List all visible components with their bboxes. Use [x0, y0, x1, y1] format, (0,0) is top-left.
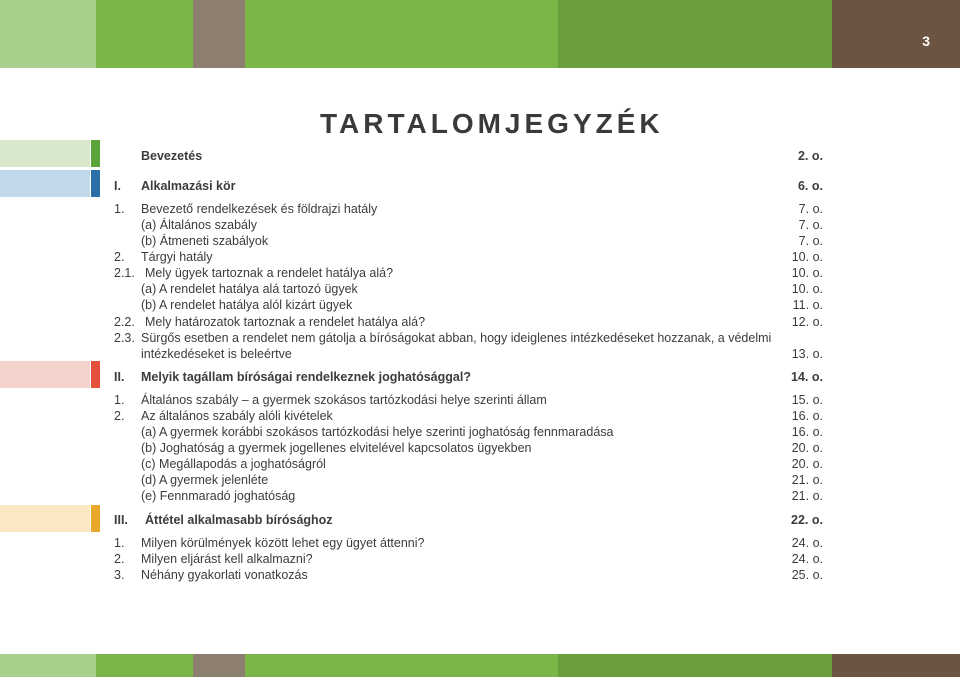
band-segment: [96, 0, 193, 68]
toc-entry-title: Melyik tagállam bíróságai rendelkeznek joghatósággal?: [141, 370, 471, 384]
toc-entry-title: Mely ügyek tartoznak a rendelet hatálya alá?: [145, 266, 394, 280]
toc-entry-number: II.: [114, 370, 125, 384]
page-number: 3: [922, 33, 930, 49]
band-segment: [193, 654, 245, 677]
band-segment: [0, 0, 96, 68]
toc-entry-title: Alkalmazási kör: [141, 179, 236, 193]
toc-entry-page: 10. o.: [791, 282, 823, 296]
bottom-color-band: [0, 654, 960, 677]
band-segment: [558, 654, 832, 677]
toc-entry-title: Általános szabály – a gyermek szokásos tartózkodási helye szerinti állam: [141, 393, 547, 407]
band-segment: [96, 654, 193, 677]
band-segment: [245, 654, 558, 677]
toc-entry-title: (b) Joghatóság a gyermek jogellenes elvitelével kapcsolatos ügyekben: [141, 441, 532, 455]
toc-entry-title: (d) A gyermek jelenléte: [141, 473, 269, 487]
toc-entry-page: 15. o.: [791, 393, 823, 407]
toc-entry-number: I.: [114, 179, 121, 193]
band-segment: [0, 654, 96, 677]
toc-entry-page: 7. o.: [798, 234, 823, 248]
toc-entry-title: Az általános szabály alóli kivételek: [141, 409, 333, 423]
toc-entry-number: 2.: [114, 552, 125, 566]
toc-entry-title: Milyen eljárást kell alkalmazni?: [141, 552, 313, 566]
toc-entry-page: 16. o.: [791, 409, 823, 423]
toc-entry-number: 1.: [114, 393, 125, 407]
toc-entry-page: 2. o.: [797, 149, 823, 163]
toc-entry-number: 2.: [114, 250, 125, 264]
toc-entry-page: 20. o.: [791, 457, 823, 471]
toc-entry-title: (b) A rendelet hatálya alól kizárt ügyek: [141, 298, 353, 312]
top-color-band: [0, 0, 960, 68]
band-segment: [832, 0, 960, 68]
toc-entry-page: 16. o.: [791, 425, 823, 439]
band-segment: [193, 0, 245, 68]
page-title: TARTALOMJEGYZÉK: [320, 108, 664, 139]
band-segment: [832, 654, 960, 677]
toc-entry-page: 24. o.: [791, 552, 823, 566]
toc-entry-page: 6. o.: [797, 179, 823, 193]
toc-entry-title: (a) A gyermek korábbi szokásos tartózkodási helye szerinti joghatóság fennmaradása: [141, 425, 614, 439]
band-segment: [558, 0, 832, 68]
toc-entry-title: (c) Megállapodás a joghatóságról: [141, 457, 326, 471]
toc-entry-title: Áttétel alkalmasabb bírósághoz: [145, 513, 333, 527]
toc-entry-number: 1.: [114, 536, 125, 550]
toc-entry-title: Mely határozatok tartoznak a rendelet hatálya alá?: [145, 315, 426, 329]
toc-entry-title: (b) Átmeneti szabályok: [141, 234, 269, 248]
toc-entry-title: Tárgyi hatály: [141, 250, 213, 264]
toc-entry-page: 20. o.: [791, 441, 823, 455]
toc-entry-title: (a) A rendelet hatálya alá tartozó ügyek: [141, 282, 358, 296]
toc-entry-number: 1.: [114, 202, 125, 216]
toc-entry-number: III.: [114, 513, 128, 527]
toc-entry-page: 21. o.: [791, 489, 823, 503]
toc-entry-number: 3.: [114, 568, 125, 582]
toc-entry-title: Bevezetés: [141, 149, 203, 163]
toc-entry-title: Bevezető rendelkezések és földrajzi hatály: [141, 202, 378, 216]
toc-entry-page: 12. o.: [791, 315, 823, 329]
toc-entry-number: 2.1.: [114, 266, 135, 280]
toc-entry-page: 7. o.: [798, 202, 823, 216]
toc-entry-number: 2.3.: [114, 331, 135, 345]
toc-entry-page: 7. o.: [798, 218, 823, 232]
toc-entry-page: 24. o.: [791, 536, 823, 550]
toc-entry-page: 22. o.: [791, 513, 823, 527]
toc-entry-title: Sürgős esetben a rendelet nem gátolja a bíróságokat abban, hogy ideiglenes intézkedéseket hozzanak, a védelmi: [141, 331, 772, 345]
toc-entry-page: 13. o.: [791, 347, 823, 361]
toc-entry-title: Néhány gyakorlati vonatkozás: [141, 568, 308, 582]
toc-entry-number: 2.2.: [114, 315, 135, 329]
toc-entry-page: 21. o.: [791, 473, 823, 487]
toc-entry-title: (a) Általános szabály: [141, 218, 258, 232]
band-segment: [245, 0, 558, 68]
toc-entry-title: (e) Fennmaradó joghatóság: [141, 489, 296, 503]
toc-entry-page: 10. o.: [791, 250, 823, 264]
toc-entry-title: intézkedéseket is beleértve: [141, 347, 292, 361]
toc-entry-title: Milyen körülmények között lehet egy ügyet áttenni?: [141, 536, 425, 550]
toc-entry-page: 25. o.: [791, 568, 823, 582]
toc-entry-page: 14. o.: [791, 370, 823, 384]
toc-entry-number: 2.: [114, 409, 125, 423]
toc-entry-page: 10. o.: [791, 266, 823, 280]
toc-entry-page: 11. o.: [792, 298, 823, 312]
